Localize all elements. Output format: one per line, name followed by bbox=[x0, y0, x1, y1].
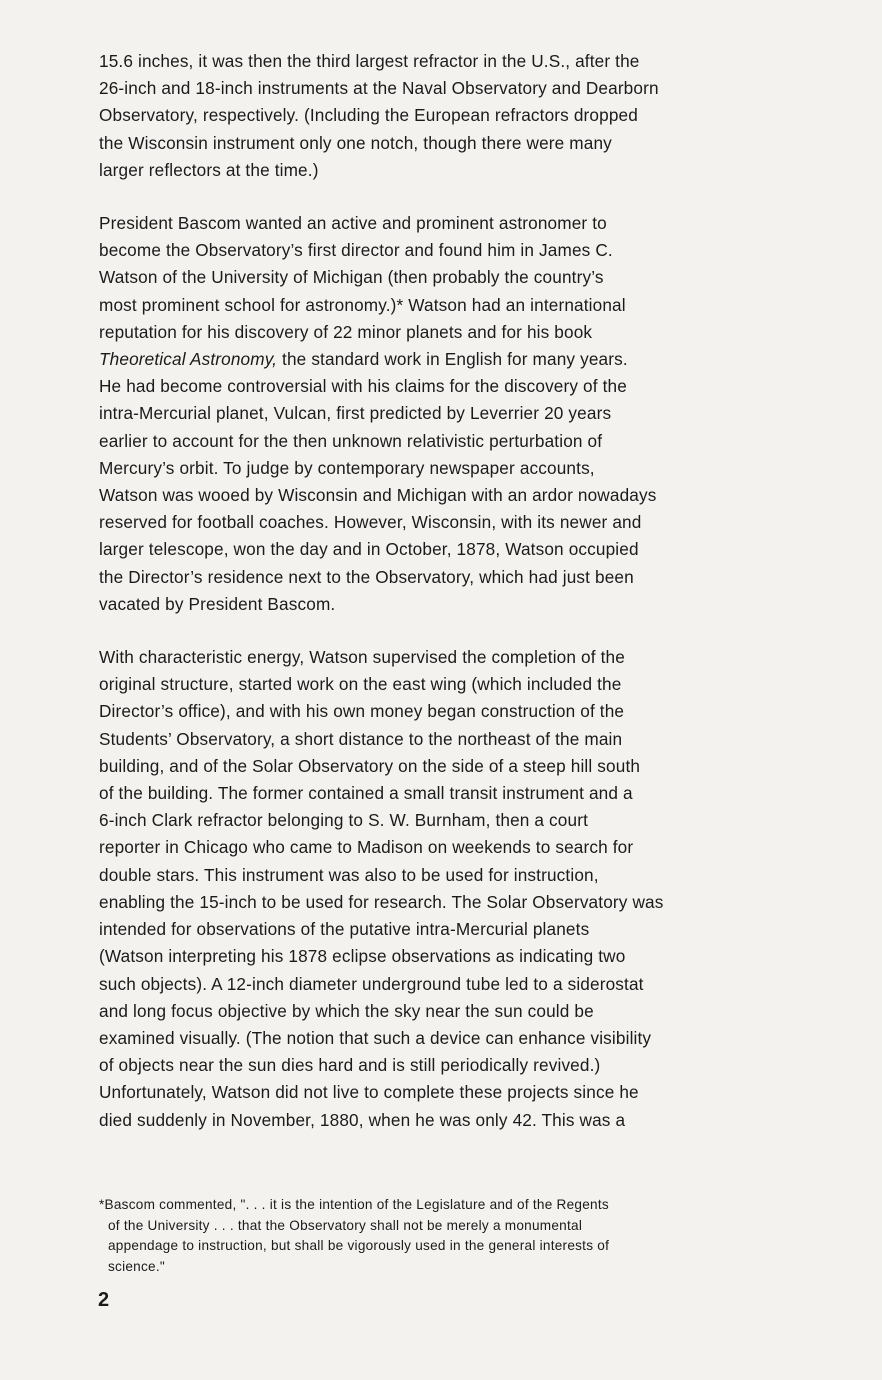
text-line: examined visually. (The notion that such a device can enhance visibility bbox=[99, 1027, 652, 1048]
text-line: Director’s office), and with his own money began construction of the bbox=[99, 701, 625, 722]
text-line: original structure, started work on the east wing (which included the bbox=[99, 674, 622, 695]
text-line: larger reflectors at the time.) bbox=[99, 159, 319, 180]
text-line: of the building. The former contained a small transit instrument and a bbox=[99, 783, 633, 804]
text-line: Watson was wooed by Wisconsin and Michigan with an ardor nowadays bbox=[99, 485, 657, 506]
text-line: enabling the 15-inch to be used for research. The Solar Observatory was bbox=[99, 891, 664, 912]
text-line: most prominent school for astronomy.)* Watson had an international bbox=[99, 294, 626, 315]
text-line: Mercury’s orbit. To judge by contemporary newspaper accounts, bbox=[99, 457, 595, 478]
text-line: died suddenly in November, 1880, when he was only 42. This was a bbox=[99, 1109, 626, 1130]
text-line-with-book-title bbox=[99, 346, 789, 373]
text-line: 6-inch Clark refractor belonging to S. W. Burnham, then a court bbox=[99, 810, 589, 831]
text-line: reporter in Chicago who came to Madison on weekends to search for bbox=[99, 837, 634, 858]
footnote-line: *Bascom commented, ". . . it is the intention of the Legislature and of the Regents bbox=[99, 1197, 609, 1212]
body-text bbox=[99, 48, 789, 1134]
page-number: 2 bbox=[98, 1289, 110, 1311]
text-line: With characteristic energy, Watson supervised the completion of the bbox=[99, 647, 625, 668]
text-line: (Watson interpreting his 1878 eclipse observations as indicating two bbox=[99, 946, 626, 967]
text-line: earlier to account for the then unknown relativistic perturbation of bbox=[99, 430, 603, 451]
text-line: vacated by President Bascom. bbox=[99, 593, 336, 614]
text-line: the Director’s residence next to the Observatory, which had just been bbox=[99, 566, 634, 587]
footnote-line: of the University . . . that the Observatory shall not be merely a monumental bbox=[108, 1217, 583, 1233]
text-line: reputation for his discovery of 22 minor planets and for his book bbox=[99, 321, 593, 342]
book-title: Theoretical Astronomy, bbox=[99, 349, 278, 370]
paragraph-2 bbox=[99, 210, 789, 618]
text-line: intended for observations of the putative intra-Mercurial planets bbox=[99, 919, 590, 940]
text-line: Watson of the University of Michigan (then probably the country’s bbox=[99, 267, 604, 288]
text-line: President Bascom wanted an active and prominent astronomer to bbox=[99, 213, 607, 234]
text-line-rest: the standard work in English for many years. bbox=[282, 349, 628, 370]
text-line: double stars. This instrument was also to be used for instruction, bbox=[99, 864, 599, 885]
text-line: such objects). A 12-inch diameter underground tube led to a siderostat bbox=[99, 973, 644, 994]
text-line: of objects near the sun dies hard and is still periodically revived.) bbox=[99, 1055, 601, 1076]
text-line: Observatory, respectively. (Including the European refractors dropped bbox=[99, 105, 638, 126]
text-line: Unfortunately, Watson did not live to complete these projects since he bbox=[99, 1082, 639, 1103]
paragraph-1 bbox=[99, 48, 789, 184]
text-line: Students’ Observatory, a short distance to the northeast of the main bbox=[99, 728, 623, 749]
text-line: He had become controversial with his claims for the discovery of the bbox=[99, 376, 627, 397]
text-line: reserved for football coaches. However, Wisconsin, with its newer and bbox=[99, 512, 642, 533]
footnote-line: appendage to instruction, but shall be vigorously used in the general interests of bbox=[108, 1238, 610, 1253]
text-line: 26-inch and 18-inch instruments at the Naval Observatory and Dearborn bbox=[99, 78, 659, 99]
text-line: the Wisconsin instrument only one notch, though there were many bbox=[99, 132, 612, 153]
footnote-line: science." bbox=[108, 1258, 165, 1274]
text-line: larger telescope, won the day and in October, 1878, Watson occupied bbox=[99, 539, 639, 560]
footnote bbox=[99, 1195, 789, 1277]
text-line: building, and of the Solar Observatory on the side of a steep hill south bbox=[99, 755, 641, 776]
paragraph-3 bbox=[99, 644, 789, 1134]
text-line: intra-Mercurial planet, Vulcan, first predicted by Leverrier 20 years bbox=[99, 403, 612, 424]
text-line: and long focus objective by which the sky near the sun could be bbox=[99, 1000, 594, 1021]
text-line: 15.6 inches, it was then the third largest refractor in the U.S., after the bbox=[99, 51, 640, 71]
text-line: become the Observatory’s first director and found him in James C. bbox=[99, 240, 613, 261]
